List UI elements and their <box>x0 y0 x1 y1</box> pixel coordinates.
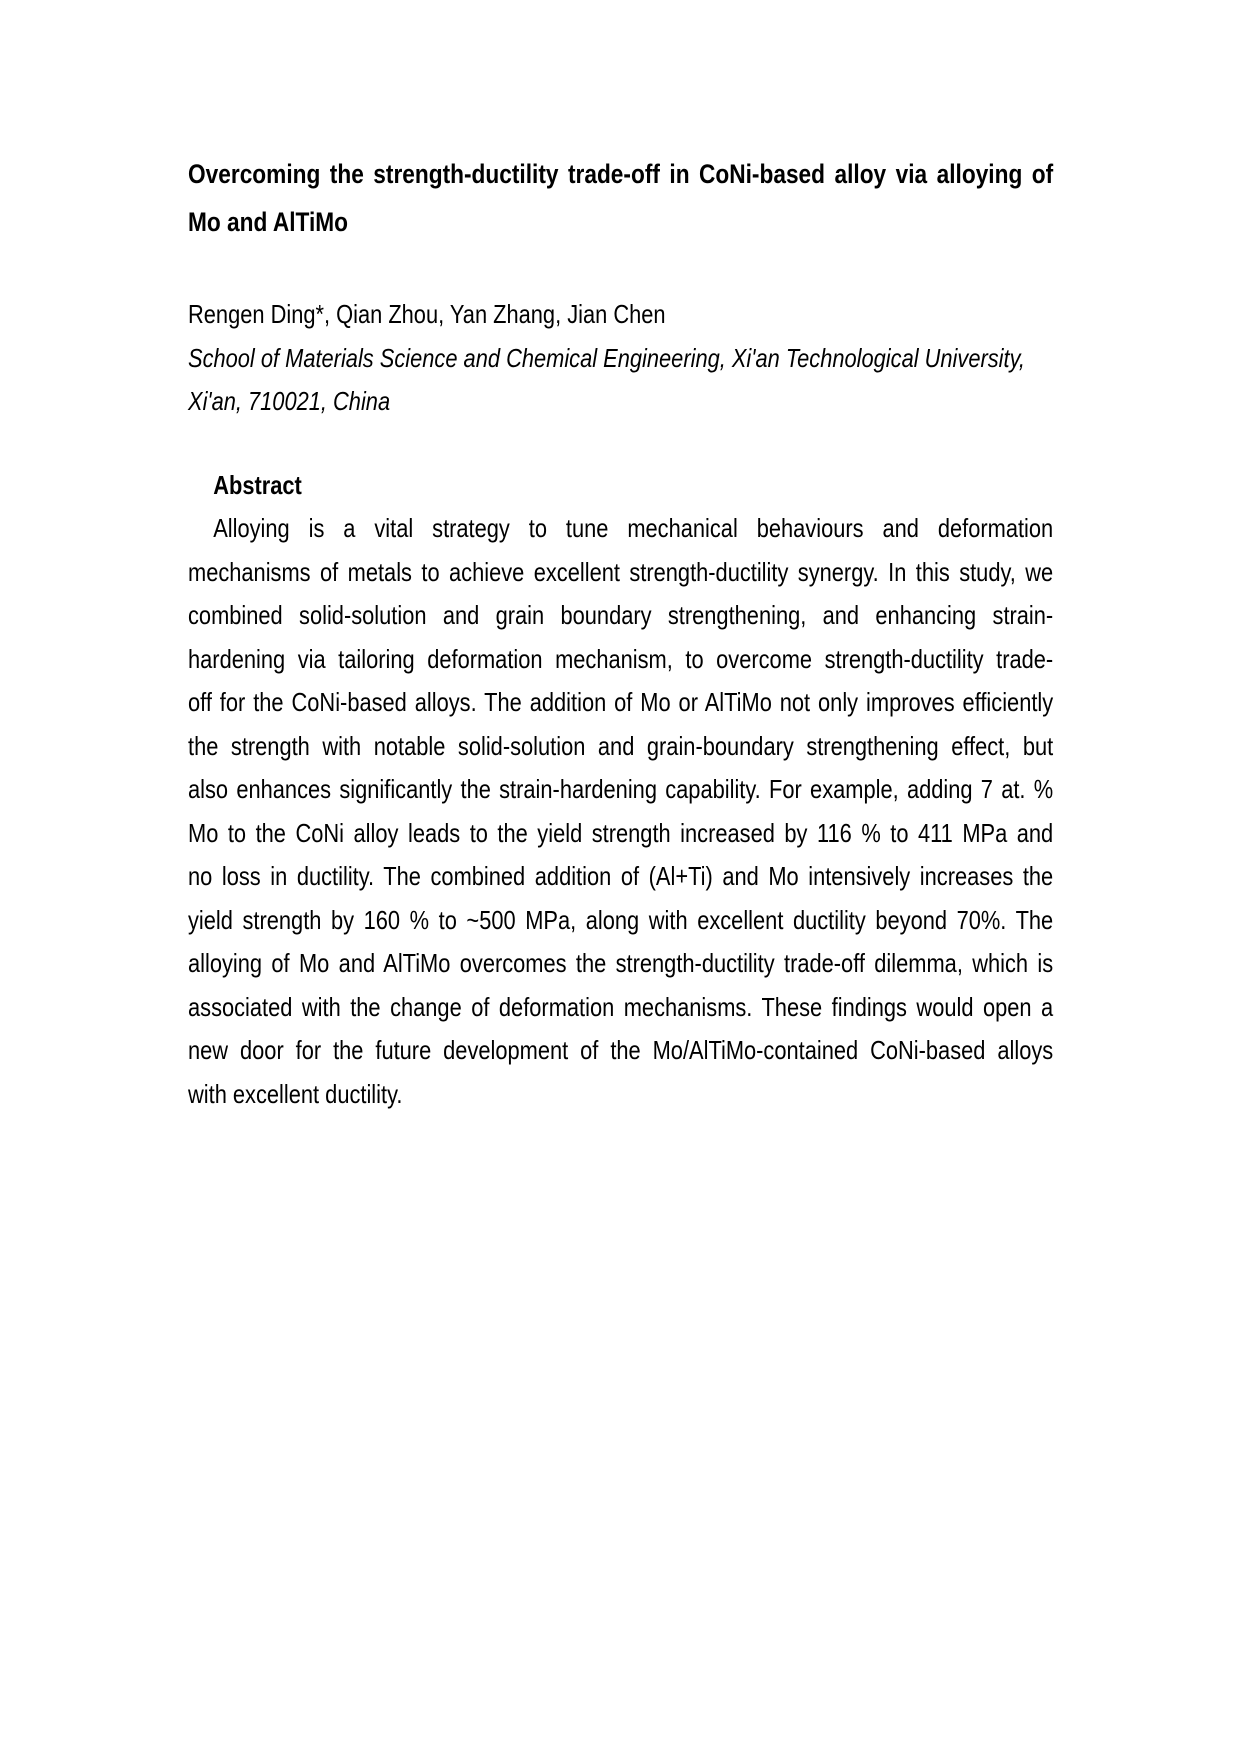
abstract-heading: Abstract <box>213 469 302 500</box>
abstract-line: with excellent ductility. <box>188 1078 403 1109</box>
abstract-line: new door for the future development of the Mo/AlTiMo-contained CoNi-based alloys <box>188 1035 1054 1065</box>
abstract-line: hardening via tailoring deformation mechanism, to overcome strength-ductility trade- <box>188 643 1054 674</box>
abstract-line: mechanisms of metals to achieve excellent strength-ductility synergy. In this study, we <box>188 556 1054 587</box>
abstract-line: the strength with notable solid-solution and grain-boundary strengthening effect, but <box>188 730 1054 761</box>
abstract-line: off for the CoNi-based alloys. The addition of Mo or AlTiMo not only improves efficiently <box>188 687 1054 717</box>
abstract-section <box>188 464 1053 1117</box>
affiliation-line-2: Xi'an, 710021, China <box>188 386 391 416</box>
page-content <box>188 150 1053 1116</box>
abstract-paragraph <box>188 507 1053 1116</box>
author-list: Rengen Ding*, Qian Zhou, Yan Zhang, Jian Chen <box>188 299 666 329</box>
abstract-line: also enhances significantly the strain-hardening capability. For example, adding 7 at. % <box>188 774 1054 804</box>
abstract-line: Mo to the CoNi alloy leads to the yield strength increased by 116 % to 411 MPa and <box>188 817 1054 848</box>
affiliation-line-1: School of Materials Science and Chemical Engineering, Xi'an Technological University, <box>188 342 1025 373</box>
abstract-line: no loss in ductility. The combined addition of (Al+Ti) and Mo intensively increases the <box>188 861 1054 891</box>
paper-title-line-1: Overcoming the strength-ductility trade-off in CoNi-based alloy via alloying of <box>188 159 1054 189</box>
abstract-line: combined solid-solution and grain boundary strengthening, and enhancing strain- <box>188 600 1054 630</box>
paper-title-line-2: Mo and AlTiMo <box>188 207 349 237</box>
paper-title <box>188 150 1053 246</box>
abstract-line: associated with the change of deformation mechanisms. These findings would open a <box>188 991 1054 1022</box>
affiliation <box>188 337 1053 424</box>
abstract-line: yield strength by 160 % to ~500 MPa, along with excellent ductility beyond 70%. The <box>188 904 1054 935</box>
abstract-line: alloying of Mo and AlTiMo overcomes the strength-ductility trade-off dilemma, which is <box>188 948 1054 978</box>
abstract-line: Alloying is a vital strategy to tune mechanical behaviours and deformation <box>213 513 1054 543</box>
